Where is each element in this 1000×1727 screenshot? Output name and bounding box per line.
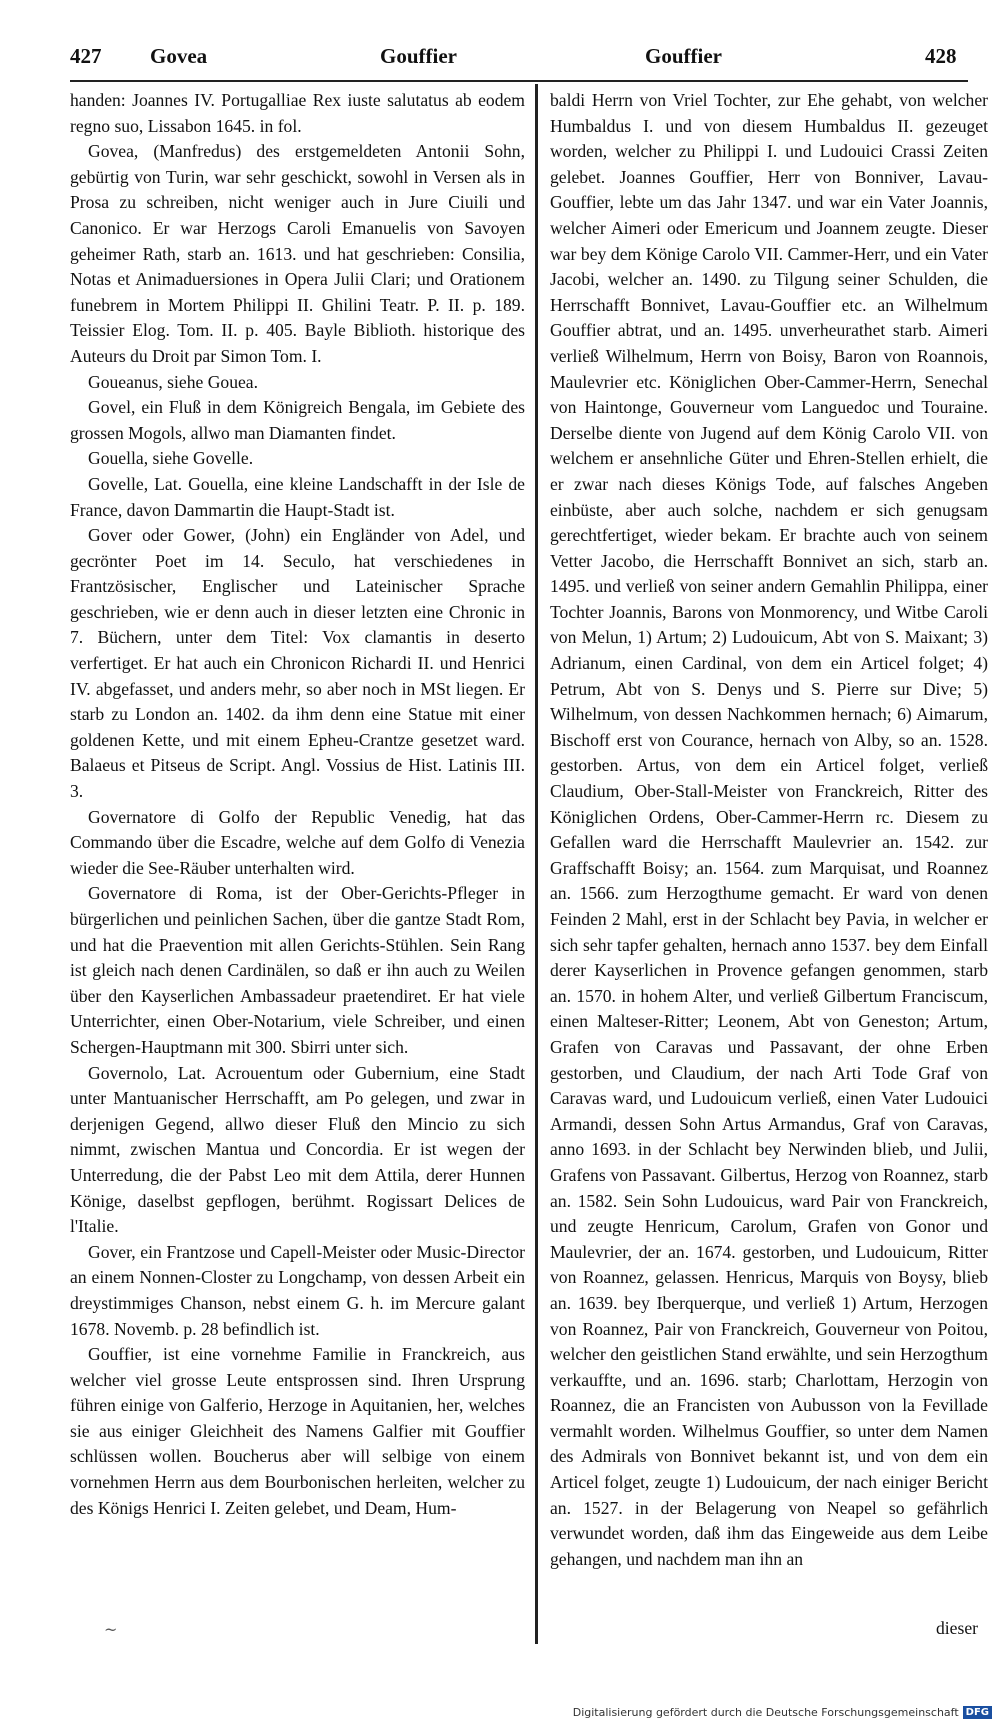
header-rule	[70, 80, 968, 82]
catchword: dieser	[935, 1618, 978, 1638]
entry-govelle: Govelle, Lat. Gouella, eine kleine Landschafft in der Isle de France, davon Dammartin die Haupt-Stadt ist.	[70, 473, 525, 520]
dfg-logo: DFG	[963, 1706, 992, 1719]
paragraph: baldi Herrn von Vriel Tochter, zur Ehe gehabt, von welcher Humbaldus I. und von diesem Humbaldus II. gezeuget worden, welcher zu Philippi I. und Ludouici Crassi Zeiten gelebet. Joannes Gouffier, Herr von Bonniver, Lavau-Gouffier, lebte um das Jahr 1347. und war ein Vater Joannis, welcher Aimeri oder Emericum und Joannem zeugte. Dieser war bey dem Könige Carolo VII. Cammer-Herr, und ein Vater Jacobi, welcher an. 1490. zu Tilgung seiner Schulden, die Herrschafft Bonnivet, Lavau-Gouffier etc. an Wilhelmum Gouffier abtrat, und an. 1495. unverheurathet starb. Aimeri verließ Wilhelmum, Herrn von Boisy, Baron von Roannois, Maulevrier etc. Königlichen Ober-Cammer-Herrn, Senechal von Haintonge, Gouverneur vom Languedoc und Touraine. Derselbe diente von Jugend auf dem König Carolo VII. von welchem er ansehnliche Güter und Ehren-Stellen erhielt, die er zwar nach dieses Königs Tode, auf falsches Angeben einbüste, aber auch solche, nachdem er sich genugsam gerechtfertiget, wieder bekam. Er brachte auch von seinem Vetter Jacobo, die Herrschafft Bonnivet an sich, starb an. 1495. und verließ von seiner andern Gemahlin Philippa, einer Tochter Joannis, Barons von Monmorency, und Witbe Caroli von Melun, 1) Artum; 2) Ludouicum, Abt von S. Maixant; 3) Adrianum, einen Cardinal, von dem ein Articel folget; 4) Petrum, Abt von S. Denys und S. Pierre sur Dive; 5) Wilhelmum, von dessen Nachkommen hernach; 6) Aimarum, Bischoff erst von Courance, hernach von Alby, so an. 1528. gestorben. Artus, von dem ein Articel folget, verließ Claudium, Ober-Stall-Meister von Franckreich, Ritter des Königlichen Ordens, Ober-Cammer-Herrn rc. Diesem zu Gefallen ward die Herrschafft Maulevrier an. 1542. zur Graffschafft Boisy; an. 1564. zum Marquisat, und Roannez an. 1566. zum Herzogthume gemacht. Er ward von denen Feinden 2 Mahl, erst in der Schlacht bey Pavia, in welcher er sich sehr tapfer gehalten, hernach anno 1537. bey dem Einfall derer Kayserlichen in Provence gefangen genommen, starb an. 1570. in hohem Alter, und verließ Gilbertum Franciscum, einen Malteser-Ritter; Leonem, Abt von Geneston; Artum, Grafen von Caravas und Passavant, der ohne Erben gestorben, und Claudium, der nach Arti Tode Graf von Caravas ward, und Ludouicum verließ, einen Vater Ludouici Armandi, dessen Sohn Artus Armandus, Graf von Caravas, anno 1693. in der Schlacht bey Nerwinden blieb, und Julii, Grafens von Passavant. Gilbertus, Herzog von Roannez, starb an. 1582. Sein Sohn Ludouicus, ward Pair von Franckreich, und zeugte Henricum, Carolum, Grafen von Gonor und Maulevrier, der an. 1674. gestorben, und Ludouicum, Ritter von Roannez, gelassen. Henricus, Marquis von Boysy, blieb an. 1639. bey Iberquerque, und verließ 1) Artum, Herzogen von Roannez, Pair von Franckreich, Gouverneur von Poitou, welcher den geistlichen Stand erwählte, und sein Herzogthum verkauffte, und an. 1696. starb; Charlottam, Herzogin von Roannez, die an Francisten von Aubusson von la Fevillade vermahlt worden. Wilhelmus Gouffier, so unter dem Namen des Admirals von Bonnivet bekannt ist, und von dem ein Articel folget, zeugte 1) Ludouicum, der nach einiger Bericht an. 1527. in der Belagerung von Neapel so gefährlich verwundet worden, daß ihm das Eingeweide aus dem Leibe gehangen, und nachdem man ihn an	[550, 90, 988, 1569]
entry-govel: Govel, ein Fluß in dem Königreich Bengala, im Gebiete des grossen Mogols, allwo man Diamanten findet.	[70, 397, 525, 443]
entry-govea: Govea, (Manfredus) des erstgemeldeten Antonii Sohn, gebürtig von Turin, war sehr geschickt, sowohl in Versen als in Prosa zu schreiben, nicht weniger auch in Jure Ciuili und Canonico. Er war Herzogs Caroli Emanuelis von Savoyen geheimer Rath, starb an. 1613. und hat geschrieben: Consilia, Notas et Animaduersiones in Opera Julii Clari; und Orationem funebrem in Mortem Philippi II. Ghilini Teatr. P. II. p. 189. Teissier Elog. Tom. II. p. 405. Bayle Biblioth. historique des Auteurs du Droit par Simon Tom. I.	[70, 141, 525, 366]
entry-governolo: Governolo, Lat. Acrouentum oder Gubernium, eine Stadt unter Mantuanischer Herrschafft, am Po gelegen, und zwar in derjenigen Gegend, allwo dieser Fluß den Mincio zu sich nimmt, zwischen Mantua und Concordia. Er ist wegen der Unterredung, die der Pabst Leo mit dem Attila, derer Hunnen Könige, daselbst gepflogen, berühmt. Rogissart Delices de l'Italie.	[70, 1062, 525, 1237]
running-header	[70, 44, 970, 80]
left-page-number: 427	[70, 44, 102, 68]
entry-gover: Gover, ein Frantzose und Capell-Meister oder Music-Director an einem Nonnen-Closter zu Longchamp, von dessen Arbeit ein dreystimmiges Chanson, nebst einem G. h. im Mercure galant 1678. Novemb. p. 28 befindlich ist.	[70, 1241, 525, 1339]
entry-governatore-roma: Governatore di Roma, ist der Ober-Gerichts-Pfleger in bürgerlichen und peinlichen Sachen, über die gantze Stadt Rom, und hat die Praevention mit allen Gerichts-Stühlen. Sein Rang ist gleich nach denen Cardinälen, so daß er ihn auch zu Weilen über den Kayserlichen Ambassadeur praetendiret. Er hat viele Unterrichter, einen Ober-Notarium, viele Schreiber, und einen Schergen-Hauptmann mit 300. Sbirri unter sich.	[70, 883, 525, 1057]
left-catchword: Govea	[150, 44, 208, 68]
paragraph: handen: Joannes IV. Portugalliae Rex iuste salutatus ab eodem regno suo, Lissabon 1645. in fol.	[70, 90, 525, 136]
right-catchword: Gouffier	[645, 44, 722, 68]
entry-gouffier: Gouffier, ist eine vornehme Familie in Franckreich, aus welcher viel grosse Leute entsprossen sind. Ihren Ursprung führen einige von Galferio, Herzoge in Aquitanien, her, welches sie aus einiger Gleichheit des Namens Galfier mit Gouffier schlüssen wollen. Boucherus aber will selbige von einem vornehmen Herrn aus dem Bourbonischen herleiten, welcher zu des Königs Henrici I. Zeiten gelebet, und Deam, Hum-	[70, 1344, 525, 1518]
entry-goueanus: Goueanus, siehe Gouea.	[88, 371, 259, 392]
footer-credit: Digitalisierung gefördert durch die Deutsche Forschungsgemeinschaft	[572, 1705, 959, 1719]
entry-gover-gower: Gover oder Gower, (John) ein Engländer von Adel, und gecrönter Poet im 14. Seculo, hat verschiedenes in Frantzösischer, Englischer und Lateinischer Sprache geschrieben, wie er denn auch in dieser letzten eine Chronic in 7. Büchern, unter dem Titel: Vox clamantis in deserto verfertiget. Er hat auch ein Chronicon Richardi II. und Henrici IV. abgefasset, und anders mehr, so aber noch in MSt liegen. Er starb zu London an. 1402. da ihm denn eine Statue mit einer goldenen Kette, und mit einem Epheu-Crantze gesetzet ward. Balaeus et Pitseus de Script. Angl. Vossius de Hist. Latinis III. 3.	[70, 525, 525, 802]
left-column	[70, 88, 525, 1521]
entry-governatore-golfo: Governatore di Golfo der Republic Venedig, hat das Commando über die Escadre, welche auf dem Golfo di Venezia wieder die See-Räuber unterhalten wird.	[70, 806, 525, 878]
entry-gouella: Gouella, siehe Govelle.	[88, 448, 254, 469]
right-page-number: 428	[925, 44, 957, 68]
center-title: Gouffier	[380, 44, 457, 68]
digitization-footer	[573, 1703, 992, 1721]
column-divider	[535, 84, 538, 1644]
marginal-mark: ~	[104, 1620, 118, 1639]
right-column	[550, 88, 988, 1572]
